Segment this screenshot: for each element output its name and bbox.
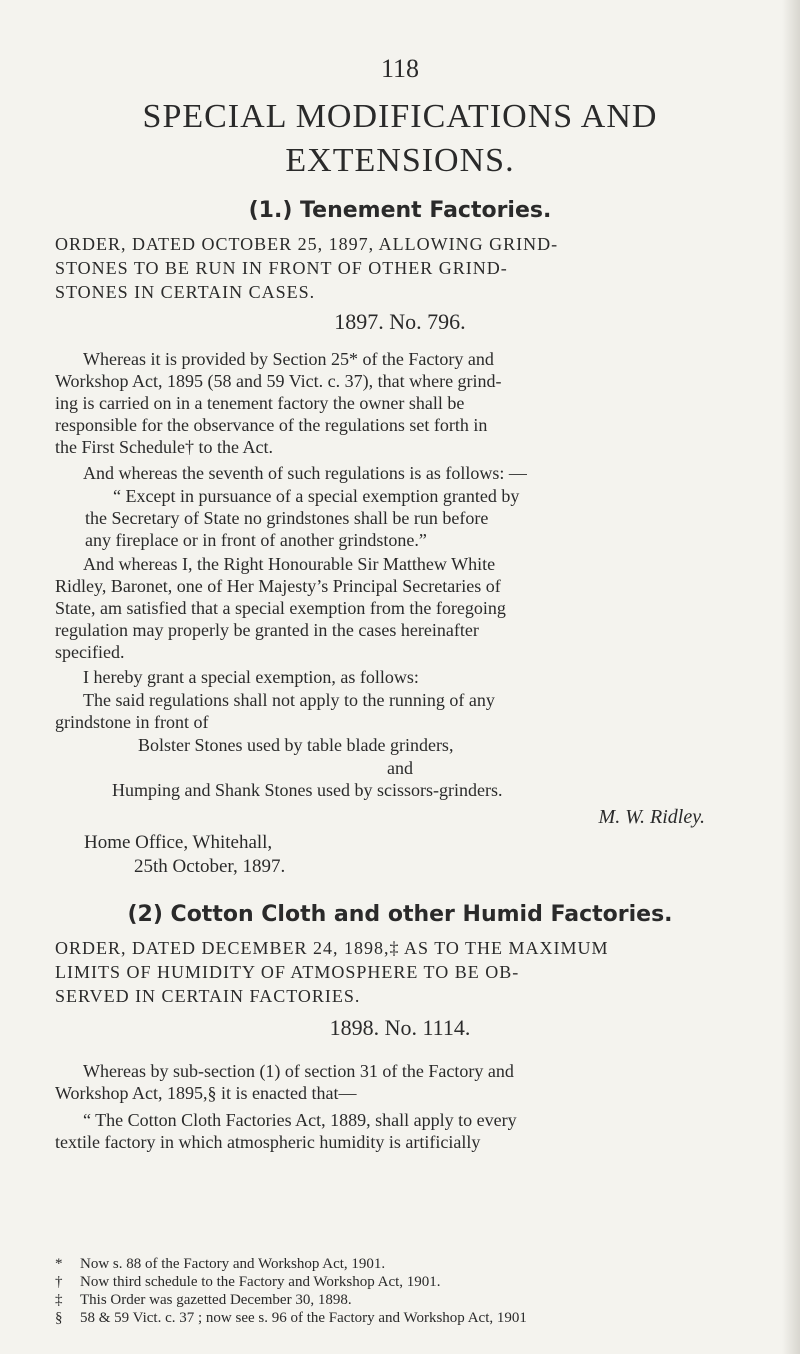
footnote-text: This Order was gazetted December 30, 1898. — [80, 1292, 352, 1308]
text-line: specified. — [55, 642, 125, 662]
footnote-mark: ‡ — [55, 1292, 63, 1308]
footnote-text: Now third schedule to the Factory and Workshop Act, 1901. — [80, 1274, 441, 1290]
footnote-mark: § — [55, 1310, 63, 1326]
order-line: LIMITS OF HUMIDITY OF ATMOSPHERE TO BE OB- — [55, 962, 520, 982]
section-2-paragraph-2 — [55, 1109, 765, 1153]
text-line: responsible for the observance of the regulations set forth in — [55, 415, 488, 435]
section-1-paragraph-3 — [55, 553, 765, 663]
footnote-mark: † — [55, 1274, 63, 1290]
signature: M. W. Ridley. — [598, 806, 705, 828]
section-1-paragraph-4: I hereby grant a special exemption, as follows: — [83, 667, 419, 687]
section-1-paragraph-5 — [55, 689, 765, 733]
section-1-order-title — [55, 232, 755, 304]
footnote-mark: * — [55, 1256, 63, 1272]
text-line: the Secretary of State no grindstones shall be run before — [85, 508, 489, 528]
text-line: the First Schedule† to the Act. — [55, 437, 273, 457]
text-line: grindstone in front of — [55, 712, 209, 732]
text-line: Workshop Act, 1895 (58 and 59 Vict. c. 37), that where grind- — [55, 371, 502, 391]
text-line: State, am satisfied that a special exemption from the foregoing — [55, 598, 506, 618]
order-line: ORDER, DATED OCTOBER 25, 1897, ALLOWING GRIND- — [55, 234, 559, 254]
section-2-order-title — [55, 936, 755, 1008]
footnote — [55, 1273, 765, 1291]
and-line: and — [387, 758, 413, 778]
section-1-heading: (1.) Tenement Factories. — [248, 198, 552, 223]
humping-stones-line: Humping and Shank Stones used by scissors-grinders. — [112, 780, 503, 800]
text-line: Whereas by sub-section (1) of section 31 of the Factory and — [83, 1061, 514, 1081]
section-2-paragraph-1 — [55, 1060, 765, 1104]
text-line: Whereas it is provided by Section 25* of the Factory and — [83, 349, 494, 369]
text-line: ing is carried on in a tenement factory the owner shall be — [55, 393, 465, 413]
footnotes — [55, 1255, 765, 1327]
text-line: Workshop Act, 1895,§ it is enacted that— — [55, 1083, 357, 1103]
text-line: any fireplace or in front of another grindstone.” — [85, 530, 427, 550]
text-line: “ Except in pursuance of a special exemption granted by — [113, 486, 520, 506]
page-title — [0, 95, 800, 183]
text-line: And whereas I, the Right Honourable Sir Matthew White — [83, 554, 496, 574]
section-2-order-number: 1898. No. 1114. — [329, 1015, 471, 1040]
text-line: The said regulations shall not apply to the running of any — [83, 690, 495, 710]
footnote-text: Now s. 88 of the Factory and Workshop Act, 1901. — [80, 1256, 386, 1272]
bolster-stones-line: Bolster Stones used by table blade grinders, — [138, 735, 454, 755]
section-2-heading: (2) Cotton Cloth and other Humid Factories. — [127, 902, 673, 927]
page-number: 118 — [380, 54, 420, 83]
footnote — [55, 1309, 765, 1327]
text-line: Ridley, Baronet, one of Her Majesty’s Principal Secretaries of — [55, 576, 501, 596]
text-line: textile factory in which atmospheric humidity is artificially — [55, 1132, 481, 1152]
issue-date: 25th October, 1897. — [134, 856, 286, 877]
section-1-paragraph-1 — [55, 348, 765, 458]
section-1-paragraph-2: And whereas the seventh of such regulations is as follows: — — [83, 463, 527, 483]
title-line-2: EXTENSIONS. — [285, 142, 515, 179]
section-1-order-number: 1897. No. 796. — [334, 309, 466, 334]
section-1-quotation — [85, 485, 765, 551]
order-line: STONES IN CERTAIN CASES. — [55, 282, 316, 302]
order-line: STONES TO BE RUN IN FRONT OF OTHER GRIND- — [55, 258, 508, 278]
text-line: “ The Cotton Cloth Factories Act, 1889, shall apply to every — [83, 1110, 517, 1130]
footnote — [55, 1291, 765, 1309]
footnote-text: 58 & 59 Vict. c. 37 ; now see s. 96 of the Factory and Workshop Act, 1901 — [80, 1310, 527, 1326]
title-line-1: SPECIAL MODIFICATIONS AND — [142, 98, 658, 135]
order-line: SERVED IN CERTAIN FACTORIES. — [55, 986, 361, 1006]
order-line: ORDER, DATED DECEMBER 24, 1898,‡ AS TO THE MAXIMUM — [55, 938, 609, 958]
footnote — [55, 1255, 765, 1273]
text-line: regulation may properly be granted in the cases hereinafter — [55, 620, 479, 640]
issuing-office: Home Office, Whitehall, — [84, 832, 273, 853]
